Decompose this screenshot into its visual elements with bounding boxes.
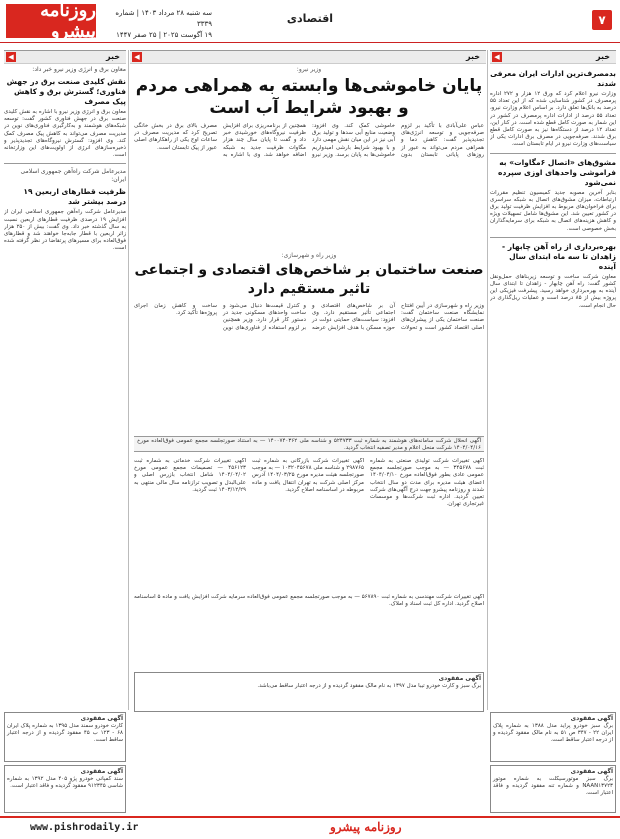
page-number: ۷ xyxy=(592,10,612,30)
story-headline: نقش کلیدی صنعت برق در جهش فناوری؛ گسترش برق و کاهش پیک مصرف xyxy=(6,77,126,106)
ad-title: آگهی مفقودی xyxy=(570,768,613,775)
ad-title: آگهی مفقودی xyxy=(80,768,123,775)
story-body: وزیر راه و شهرسازی در آیین افتتاح نمایشگاه صنعت ساختمان گفت: صنعت ساختمان یکی از پیشران‌های اصلی اقتصاد کشور است و تحولات آن بر شاخص‌های اقتصادی و اجتماعی تأثیر مستقیم دارد. وی افزود: سیاست‌های حمایتی دولت در حوزه مسکن با هدف افزایش عرضه و کنترل قیمت‌ها دنبال می‌شود و ساخت واحدهای مسکونی جدید در دستور کار قرار دارد. وزیر همچنین بر لزوم استفاده از فناوری‌های نوین ساخت و کاهش زمان اجرای پروژه‌ها تأکید کرد. xyxy=(134,303,484,331)
notice-strip: آگهی انحلال شرکت سامانه‌های هوشمند به شماره ثبت ۵۲۴۷۳۳ و شناسه ملی ۱۴۰۰۷۴۰۳۶۲ — به استناد صورتجلسه مجمع عمومی فوق‌العاده مورخ ۱۴۰۴/۰۴/۱۶ شرکت منحل اعلام و مدیر تصفیه انتخاب گردید. xyxy=(134,436,484,452)
story-kicker: وزیر راه و شهرسازی: xyxy=(281,252,337,259)
story-body: بنابر آخرین مصوبه جدید کمیسیون تنظیم مقررات ارتباطات، میزان مشوق‌های اتصال به شبکه سراسری برای فراخوان‌های مربوط به افزایش ظرفیت تولید برق در کشور تعیین شد. این مشوق‌ها شامل تسهیلات ویژه و کاهش هزینه‌های اتصال به شبکه برای سرمایه‌گذاران بخش خصوصی است. xyxy=(490,189,616,232)
news-bar-left xyxy=(4,50,126,64)
story-headline: بدمصرف‌ترین ادارات ایران معرفی شدند xyxy=(490,69,616,88)
ad-title: آگهی مفقودی xyxy=(570,715,613,722)
story-headline: ظرفیت قطارهای اربعین ۱۹ درصد بیشتر شد xyxy=(23,187,126,207)
right-column xyxy=(490,66,616,486)
column-rule xyxy=(128,50,129,710)
news-bar-right xyxy=(490,50,616,64)
legal-notice: آگهی تغییرات شرکت بازرگانی به شماره ثبت ۲۹۸۷۶۵ و شناسه ملی ۱۰۳۲۰۴۵۶۷۸ — به موجب صورتجلسه هیئت مدیره مورخ ۱۴۰۴/۰۳/۲۵ آدرس مرکز اصلی شرکت به تهران انتقال یافت و ماده مربوطه در اساسنامه اصلاح گردید. xyxy=(252,458,364,493)
story-body: عباس علی‌آبادی با تأکید بر لزوم صرفه‌جویی و توسعه انرژی‌های تجدیدپذیر گفت: کاهش دما و همراهی مردم می‌تواند به عبور از روزهای پایانی تابستان بدون خاموشی کمک کند. وی افزود: وضعیت منابع آبی سدها و تولید برق آبی نیز در این میان نقش مهمی دارد و با بهبود شرایط بارشی امیدواریم خاموشی‌ها به پایان برسد. وزیر نیرو همچنین از برنامه‌ریزی برای افزایش ظرفیت نیروگاه‌های خورشیدی خبر داد و گفت تا پایان سال چند هزار مگاوات ظرفیت جدید به شبکه اضافه خواهد شد. وی با اشاره به مصرف بالای برق در بخش خانگی تصریح کرد که مدیریت مصرف در ساعات اوج یکی از راهکارهای اصلی عبور از پیک تابستان است. xyxy=(134,123,484,158)
ad-body: برگ سبز موتورسیکلت به شماره موتور NAAN۱۳۷۲۳ و شماره تنه مفقود گردیده و فاقد اعتبار است. xyxy=(493,776,613,797)
ad-title: آگهی مفقودی xyxy=(438,675,481,682)
story-kicker: معاون برق و انرژی وزیر نیرو خبر داد: xyxy=(32,66,126,73)
masthead xyxy=(0,0,620,43)
main-story-1 xyxy=(134,66,484,246)
date-line-1: سه شنبه ۲۸ مرداد ۱۴۰۳ | شماره ۳۳۳۹ xyxy=(115,9,212,28)
divider xyxy=(490,237,616,238)
ad-title: آگهی مفقودی xyxy=(80,715,123,722)
classified-ad xyxy=(4,765,126,813)
story-headline: مشوق‌های «اتصال ۶مگاوات» به فراموشی واحدهای اوزی سپرده نمی‌شود xyxy=(498,157,616,187)
issue-date xyxy=(102,8,212,41)
story-body: معاون برق و انرژی وزیر نیرو با اشاره به نقش کلیدی صنعت برق در جهش فناوری کشور گفت: توسعه شبکه‌های هوشمند و به‌کارگیری فناوری‌های نوین در مدیریت مصرف می‌تواند به کاهش پیک مصرف کمک کند. وی افزود: گسترش نیروگاه‌های تجدیدپذیر و ذخیره‌سازهای انرژی از اولویت‌های این وزارتخانه است. xyxy=(4,109,126,159)
ad-body: سند کمپانی خودرو پژو ۴۰۵ مدل ۱۳۹۲ به شماره شاسی ۹۱۲۳۴۵ مفقود گردیده و فاقد اعتبار است. xyxy=(7,776,124,790)
classified-ad xyxy=(490,712,616,762)
date-line-2: ۱۹ آگوست ۲۰۲۵ | ۲۵ صفر ۱۴۴۷ xyxy=(116,31,212,39)
main-headline: پایان خاموشی‌ها وابسته به همراهی مردم و بهبود شرایط آب است xyxy=(135,76,483,118)
news-bar-label: خبر xyxy=(465,52,480,61)
divider xyxy=(490,153,616,154)
section-title: اقتصادی xyxy=(286,12,334,25)
newspaper-logo: روزنامه پیشرو xyxy=(6,4,96,38)
story-kicker: وزیر نیرو: xyxy=(296,66,322,73)
column-rule xyxy=(487,50,488,710)
chevron-icon: ◀ xyxy=(492,52,502,62)
left-column xyxy=(4,66,126,486)
classified-ad xyxy=(490,765,616,813)
legal-notice: آگهی تغییرات شرکت خدماتی به شماره ثبت ۴۵۶۱۲۳ — تصمیمات مجمع عمومی مورخ ۱۴۰۴/۰۴/۰۲ شامل انتخاب بازرس اصلی و علی‌البدل و تصویب ترازنامه سال مالی منتهی به ۱۴۰۳/۱۲/۲۹ ثبت گردید. xyxy=(134,458,246,493)
ad-body: کارت خودرو سمند مدل ۱۳۹۵ به شماره پلاک ایران ۶۸ - ۱۲۳ ب ۴۵ مفقود گردیده و از درجه اعتبار ساقط است. xyxy=(7,723,123,744)
legal-notice: آگهی تغییرات شرکت مهندسی به شماره ثبت ۵۶۷۸۹۰ — به موجب صورتجلسه مجمع عمومی فوق‌العاده سرمایه شرکت افزایش یافت و ماده ۵ اساسنامه اصلاح گردید. اداره کل ثبت اسناد و املاک. xyxy=(134,594,484,608)
chevron-icon: ◀ xyxy=(132,52,142,62)
main-story-2 xyxy=(134,252,484,432)
website-link[interactable]: www.pishrodaily.ir xyxy=(30,822,139,833)
ad-body: برگ سبز و کارت خودرو تیبا مدل ۱۳۹۷ به نام مالک مفقود گردیده و از درجه اعتبار ساقط می‌باشد. xyxy=(257,683,481,689)
ad-body: برگ سبز خودرو پراید مدل ۱۳۸۸ به شماره پلاک ایران ۲۲ - ۳۴۷ ص ۵۱ به نام مالک مفقود گردیده و از درجه اعتبار ساقط است. xyxy=(493,723,614,744)
classified-ad xyxy=(134,672,484,712)
story-body: مدیرعامل شرکت راه‌آهن جمهوری اسلامی ایران از افزایش ۱۹ درصدی ظرفیت قطارهای اربعین نسبت به سال گذشته خبر داد. وی گفت: بیش از ۲۵۰ هزار زائر اربعین با قطار جابه‌جا خواهند شد و قطارهای فوق‌العاده برای مسیرهای پرتقاضا در نظر گرفته شده است. xyxy=(4,209,126,252)
story-headline: بهره‌برداری از راه آهن چابهار - زاهدان تا سه ماه ابتدای سال آینده xyxy=(502,241,616,271)
divider xyxy=(4,163,126,164)
footer-brand: روزنامه پیشرو xyxy=(330,820,402,834)
legal-notice: آگهی تغییرات شرکت تولیدی صنعتی به شماره ثبت ۳۴۵۶۷۸ — به موجب صورتجلسه مجمع عمومی عادی بطور فوق‌العاده مورخ ۱۴۰۴/۰۴/۱۰ اعضای هیئت مدیره برای مدت دو سال انتخاب شدند و روزنامه پیشرو جهت درج آگهی‌های شرکت تعیین گردید. اداره ثبت شرکت‌ها و موسسات غیرتجاری تهران. xyxy=(370,458,484,508)
story-body: معاون شرکت ساخت و توسعه زیربناهای حمل‌ونقل کشور گفت: راه آهن چابهار - زاهدان تا ابتدای سال آینده به بهره‌برداری خواهد رسید. پیشرفت فیزیکی این پروژه بیش از ۸۵ درصد است و عملیات ریل‌گذاری در حال انجام است. xyxy=(490,273,616,309)
story-body: وزارت نیرو اعلام کرد که ورق ۱۲ هزار و ۲۷۲ اداره پرمصرف در کشور شناسایی شده که از این تعداد ۵۵ درصد به بانک‌ها تعلق دارد. بر اساس اعلام وزارت نیرو، تعداد ۵۵ درصد از ادارات اداره پرمصرف در کشور در این شمار به صورت کامل قطع شده است. در کنار این، تعداد ۱۲ درصد از دستگاه‌ها نیز به صورت کامل قطع برق شدند. صرفه‌جویی در مصرف برق ادارات یکی از سیاست‌های وزارت نیرو در ایام تابستان است. xyxy=(490,91,616,148)
news-bar-main xyxy=(130,50,486,64)
chevron-icon: ◀ xyxy=(6,52,16,62)
classified-ad xyxy=(4,712,126,762)
news-bar-label: خبر xyxy=(105,52,120,61)
story-kicker: مدیرعامل شرکت راه‌آهن جمهوری اسلامی ایران: xyxy=(20,168,126,184)
news-bar-label: خبر xyxy=(595,52,610,61)
footer xyxy=(0,816,620,839)
second-headline: صنعت ساختمان بر شاخص‌های اقتصادی و اجتماعی تاثیر مستقیم دارد xyxy=(134,262,484,297)
